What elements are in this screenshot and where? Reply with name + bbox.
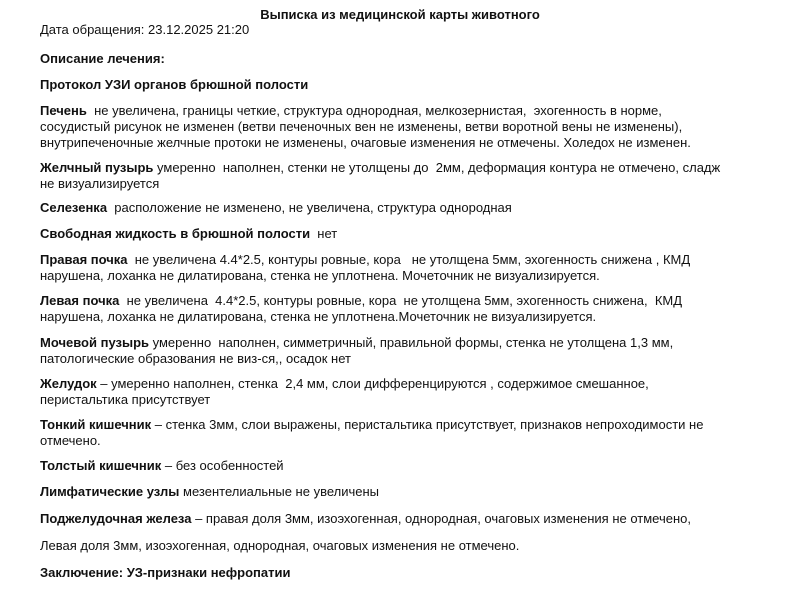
finding-paragraph bbox=[40, 511, 780, 527]
finding-line bbox=[40, 293, 780, 309]
protocol-heading: Протокол УЗИ органов брюшной полости bbox=[40, 77, 309, 92]
finding-text: сосудистый рисунок не изменен (ветви печеночных вен не изменены, ветви воротной вены не изменены), bbox=[40, 119, 683, 134]
finding-text: умеренно наполнен, стенки не утолщены до 2мм, деформация контура не отмечено, сладж bbox=[153, 160, 721, 175]
organ-label: Мочевой пузырь bbox=[40, 335, 149, 350]
finding-line bbox=[40, 392, 780, 408]
finding-paragraph bbox=[40, 417, 780, 449]
finding-line bbox=[40, 433, 780, 449]
organ-label: Селезенка bbox=[40, 200, 108, 215]
finding-paragraph bbox=[40, 160, 780, 192]
finding-line bbox=[40, 160, 780, 176]
finding-text: внутрипеченочные желчные протоки не изменены, очаговые изменения не отмечены. Холедох не изменен. bbox=[40, 135, 691, 150]
organ-label: Печень bbox=[40, 103, 87, 118]
finding-paragraph bbox=[40, 226, 780, 242]
finding-text: мезентелиальные не увеличены bbox=[179, 484, 379, 499]
finding-text: расположение не изменено, не увеличена, структура однородная bbox=[107, 200, 512, 215]
treatment-heading: Описание лечения: bbox=[40, 51, 165, 66]
organ-label: Правая почка bbox=[40, 252, 128, 267]
document-title: Выписка из медицинской карты животного bbox=[260, 7, 540, 22]
organ-label: Лимфатические узлы bbox=[40, 484, 180, 499]
finding-line bbox=[40, 511, 780, 527]
organ-label: Желудок bbox=[40, 376, 97, 391]
finding-text: – стенка 3мм, слои выражены, перистальтика присутствует, признаков непроходимости не bbox=[151, 417, 704, 432]
finding-line bbox=[40, 484, 780, 500]
finding-paragraph bbox=[40, 200, 780, 216]
finding-text: не увеличена 4.4*2.5, контуры ровные, кора не утолщена 5мм, эхогенность снижена, КМД bbox=[119, 293, 683, 308]
organ-label: Левая почка bbox=[40, 293, 120, 308]
organ-label: Желчный пузырь bbox=[40, 160, 154, 175]
finding-text: умеренно наполнен, симметричный, правильной формы, стенка не утолщена 1,3 мм, bbox=[149, 335, 674, 350]
conclusion: Заключение: УЗ-признаки нефропатии bbox=[40, 565, 291, 580]
finding-text: нет bbox=[310, 226, 338, 241]
organ-label: Свободная жидкость в брюшной полости bbox=[40, 226, 311, 241]
finding-text: не визуализируется bbox=[40, 176, 160, 191]
finding-line bbox=[40, 458, 780, 474]
finding-line bbox=[40, 103, 780, 119]
finding-line bbox=[40, 200, 780, 216]
finding-paragraph bbox=[40, 335, 780, 367]
finding-line bbox=[40, 376, 780, 392]
finding-line bbox=[40, 119, 780, 135]
finding-text: не увеличена 4.4*2.5, контуры ровные, кора не утолщена 5мм, эхогенность снижена , КМД bbox=[127, 252, 691, 267]
visit-date: Дата обращения: 23.12.2025 21:20 bbox=[40, 22, 250, 37]
finding-paragraph bbox=[40, 376, 780, 408]
organ-label: Тонкий кишечник bbox=[40, 417, 152, 432]
finding-paragraph bbox=[40, 484, 780, 500]
finding-text: – умеренно наполнен, стенка 2,4 мм, слои дифференцируются , содержимое смешанное, bbox=[96, 376, 649, 391]
finding-text: – правая доля 3мм, изоэхогенная, однородная, очаговых изменения не отмечено, bbox=[191, 511, 691, 526]
finding-paragraph bbox=[40, 252, 780, 284]
finding-line bbox=[40, 252, 780, 268]
pancreas-left-lobe: Левая доля 3мм, изоэхогенная, однородная, очаговых изменения не отмечено. bbox=[40, 538, 520, 553]
finding-paragraph bbox=[40, 458, 780, 474]
finding-text: патологические образования не виз-ся,, осадок нет bbox=[40, 351, 351, 366]
organ-label: Поджелудочная железа bbox=[40, 511, 192, 526]
finding-line bbox=[40, 135, 780, 151]
finding-line bbox=[40, 335, 780, 351]
finding-line bbox=[40, 268, 780, 284]
finding-text: нарушена, лоханка не дилатирована, стенка не уплотнена. Мочеточник не визуализируется. bbox=[40, 268, 600, 283]
finding-text: отмечено. bbox=[40, 433, 101, 448]
finding-text: – без особенностей bbox=[161, 458, 284, 473]
finding-text: нарушена, лоханка не дилатирована, стенка не уплотнена.Мочеточник не визуализируется. bbox=[40, 309, 597, 324]
finding-text: перистальтика присутствует bbox=[40, 392, 211, 407]
finding-line bbox=[40, 351, 780, 367]
finding-paragraph bbox=[40, 293, 780, 325]
organ-label: Толстый кишечник bbox=[40, 458, 162, 473]
finding-paragraph bbox=[40, 103, 780, 151]
finding-line bbox=[40, 309, 780, 325]
finding-line bbox=[40, 176, 780, 192]
finding-line bbox=[40, 226, 780, 242]
finding-line bbox=[40, 417, 780, 433]
finding-text: не увеличена, границы четкие, структура однородная, мелкозернистая, эхогенность в норме, bbox=[86, 103, 662, 118]
